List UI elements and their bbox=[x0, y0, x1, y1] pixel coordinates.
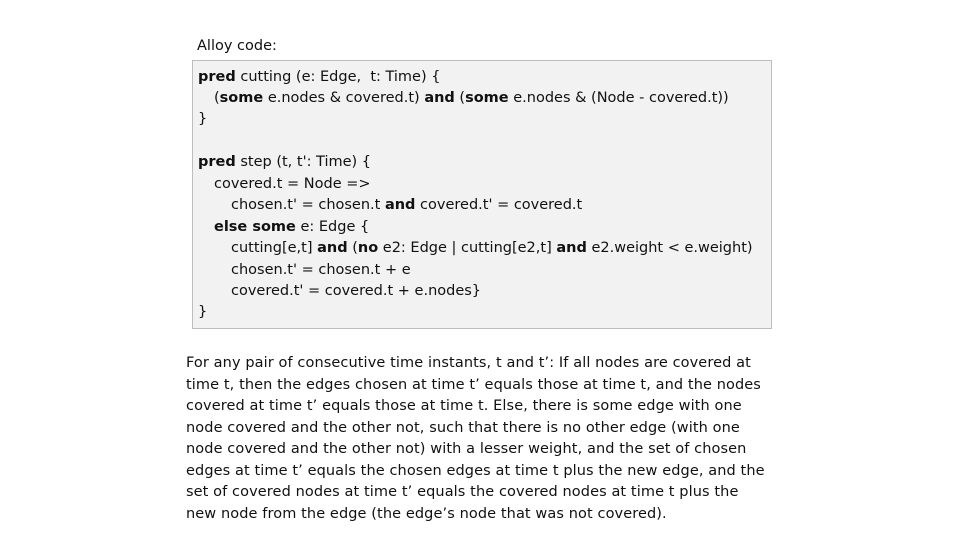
code-line bbox=[231, 238, 753, 259]
code-keyword: and bbox=[424, 90, 455, 106]
code-keyword: some bbox=[219, 90, 264, 106]
code-keyword: no bbox=[357, 240, 379, 256]
code-keyword: else some bbox=[214, 219, 296, 235]
code-text: step (t, t': Time) { bbox=[235, 154, 372, 170]
code-line bbox=[198, 109, 207, 130]
code-keyword: and bbox=[556, 240, 587, 256]
code-line bbox=[198, 302, 207, 323]
code-text: covered.t' = covered.t + e.nodes} bbox=[231, 283, 482, 299]
code-text: ( bbox=[454, 90, 466, 106]
code-line bbox=[214, 88, 729, 109]
description-paragraph bbox=[186, 353, 786, 525]
code-line bbox=[214, 174, 371, 195]
description-line: edges at time t’ equals the chosen edges at time t plus the new edge, and the bbox=[186, 462, 765, 479]
description-line: time t, then the edges chosen at time t’ equals those at time t, and the nodes bbox=[186, 376, 761, 393]
description-line: new node from the edge (the edge’s node that was not covered). bbox=[186, 505, 667, 522]
code-line bbox=[214, 217, 369, 238]
code-text: covered.t' = covered.t bbox=[415, 197, 583, 213]
code-keyword: pred bbox=[198, 154, 236, 170]
description-line: node covered and the other not, such that there is no other edge (with one bbox=[186, 419, 740, 436]
code-text: e: Edge { bbox=[295, 219, 370, 235]
code-text: } bbox=[198, 304, 208, 320]
description-line: covered at time t’ equals those at time t. Else, there is some edge with one bbox=[186, 398, 742, 414]
code-text: e.nodes & (Node - covered.t)) bbox=[508, 90, 729, 106]
code-label: Alloy code: bbox=[197, 38, 277, 54]
code-text: chosen.t' = chosen.t + e bbox=[231, 262, 411, 278]
code-text: cutting[e,t] bbox=[231, 240, 318, 256]
code-line bbox=[198, 152, 371, 173]
code-line bbox=[231, 195, 582, 216]
code-keyword: and bbox=[317, 240, 348, 256]
code-keyword: some bbox=[465, 90, 509, 106]
code-block bbox=[192, 60, 772, 329]
code-text: e.nodes & covered.t) bbox=[263, 90, 425, 106]
code-line bbox=[231, 281, 481, 302]
code-text: chosen.t' = chosen.t bbox=[231, 197, 385, 213]
code-line bbox=[198, 67, 440, 88]
description-line: node covered and the other not) with a lesser weight, and the set of chosen bbox=[186, 441, 747, 457]
code-text: ( bbox=[214, 90, 220, 106]
code-text: } bbox=[198, 111, 208, 127]
code-text: ( bbox=[347, 240, 358, 256]
code-text: e2.weight < e.weight) bbox=[586, 240, 753, 256]
code-line bbox=[231, 260, 411, 281]
description-line: For any pair of consecutive time instants, t and t’: If all nodes are covered at bbox=[186, 355, 751, 371]
description-line: set of covered nodes at time t’ equals the covered nodes at time t plus the bbox=[186, 484, 739, 500]
code-keyword: pred bbox=[198, 69, 236, 85]
code-keyword: and bbox=[384, 197, 416, 213]
code-text: cutting (e: Edge, t: Time) { bbox=[235, 69, 441, 85]
code-text: e2: Edge | cutting[e2,t] bbox=[378, 240, 557, 256]
code-text: covered.t = Node => bbox=[214, 176, 371, 192]
